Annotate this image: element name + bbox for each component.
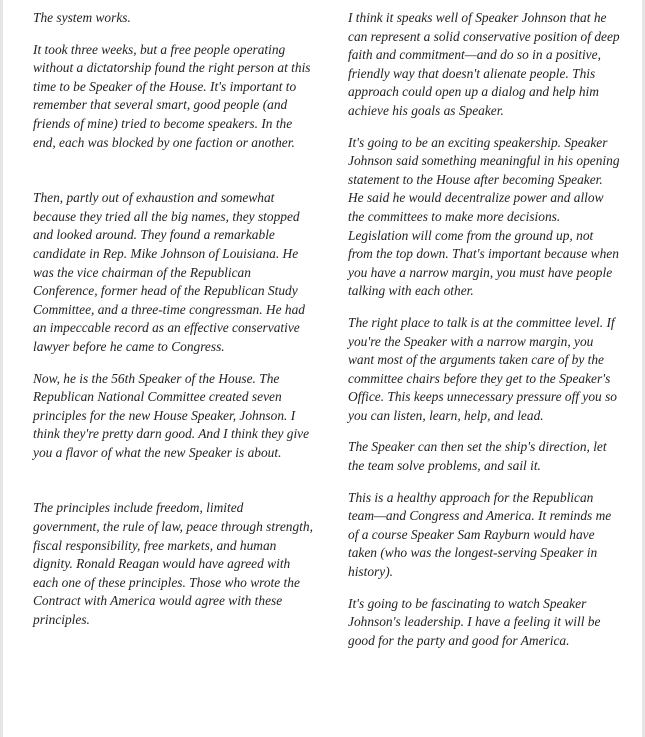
paragraph: The Speaker can then set the ship's direction, let the team solve problems, and sail it. [348, 439, 607, 474]
paragraph: The principles include freedom, limited government, the rule of law, peace through strength, fiscal responsibility, free markets, and human dignity. Ronald Reagan would have agreed with each one of these principles. Those who wrote the Contract with America would agree with these principles. [33, 500, 313, 628]
paragraph: It's going to be an exciting speakership. Speaker Johnson said something meaningful in his opening statement to the House after becoming Speaker. He said he would decentralize power and allow the committees to make more decisions. Legislation will come from the ground up, not from the top down. That's important because when you have a narrow margin, you must have people talking with each other. [348, 134, 620, 299]
paragraph: Now, he is the 56th Speaker of the House. The Republican National Committee created seven principles for the new House Speaker, Johnson. I think they're pretty darn good. And I think they give you a flavor of what the new Speaker is about. [33, 370, 310, 460]
paragraph: It took three weeks, but a free people operating without a dictatorship found the right person at this time to be Speaker of the House. It's important to remember that several smart, good people (and friends of mine) tried to become speakers. In the end, each was blocked by one faction or another. [33, 41, 311, 150]
paragraph: This is a healthy approach for the Republican team—and Congress and America. It reminds me of a course Speaker Sam Rayburn would have taken (who was the longest-serving Speaker in history). [348, 489, 612, 580]
paragraph: It's going to be fascinating to watch Speaker Johnson's leadership. I have a feeling it will be good for the party and good for America. [348, 595, 601, 648]
paragraph: Then, partly out of exhaustion and somewhat because they tried all the big names, they stopped and looked around. They found a remarkable candidate in Rep. Mike Johnson of Louisiana. He was the vice chairman of the Republican Conference, former head of the Republican Study Committee, and a three-time congressman. He had an impeccable record as an effective conservative lawyer before he came to Congress. [33, 190, 305, 354]
article-left-column [33, 0, 313, 630]
paragraph: The system works. [33, 10, 131, 25]
article-right-column [348, 0, 620, 650]
paragraph: I think it speaks well of Speaker Johnson that he can represent a solid conservative position of deep faith and commitment—and do so in a positive, friendly way that doesn't alienate people. This approach could open up a dialog and help him achieve his goals as Speaker. [348, 10, 620, 118]
left-scroll-edge [0, 0, 3, 737]
paragraph: The right place to talk is at the committee level. If you're the Speaker with a narrow margin, you want most of the arguments taken care of by the committee chairs before they get to the Speaker's Office. This keeps unnecessary pressure off you so you can listen, learn, help, and lead. [348, 314, 618, 423]
